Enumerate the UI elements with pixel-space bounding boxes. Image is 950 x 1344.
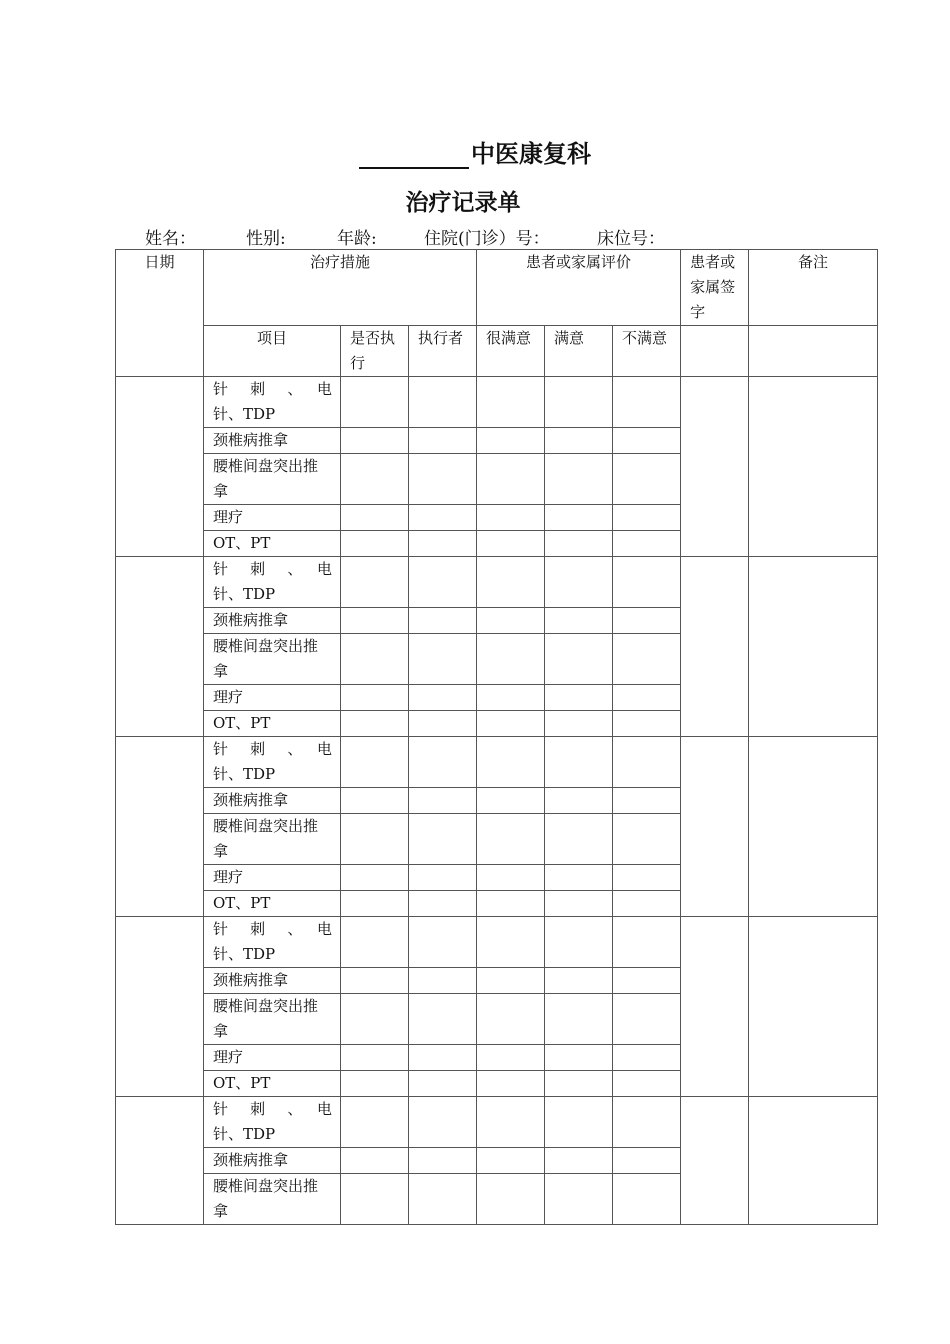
treatment-item: 颈椎病推拿 <box>204 1148 341 1174</box>
header-evaluation: 患者或家属评价 <box>477 250 681 326</box>
executed-cell[interactable] <box>341 377 409 428</box>
treatment-item: 颈椎病推拿 <box>204 788 341 814</box>
executor-cell[interactable] <box>409 428 477 454</box>
treatment-item-line2: 针、TDP <box>213 945 276 963</box>
unsatisfied-cell[interactable] <box>613 788 681 814</box>
treatment-item-line2: 针、TDP <box>213 1125 276 1143</box>
executor-cell[interactable] <box>409 1097 477 1148</box>
patient-info-line <box>145 224 665 249</box>
executor-cell[interactable] <box>409 917 477 968</box>
unsatisfied-cell[interactable] <box>613 1045 681 1071</box>
satisfied-cell[interactable] <box>545 891 613 917</box>
very-satisfied-cell[interactable] <box>477 634 545 685</box>
table-row <box>116 557 878 608</box>
unsatisfied-cell[interactable] <box>613 1097 681 1148</box>
executed-cell[interactable] <box>341 891 409 917</box>
table-row <box>116 377 878 428</box>
treatment-item: 理疗 <box>204 685 341 711</box>
executor-cell[interactable] <box>409 1174 477 1225</box>
very-satisfied-cell[interactable] <box>477 968 545 994</box>
unsatisfied-cell[interactable] <box>613 634 681 685</box>
executed-cell[interactable] <box>341 531 409 557</box>
very-satisfied-cell[interactable] <box>477 891 545 917</box>
header-remarks: 备注 <box>749 250 878 326</box>
header-executed: 是否执行 <box>341 326 409 377</box>
satisfied-cell[interactable] <box>545 737 613 788</box>
treatment-item: OT、PT <box>204 711 341 737</box>
unsatisfied-cell[interactable] <box>613 1071 681 1097</box>
satisfied-cell[interactable] <box>545 1097 613 1148</box>
satisfied-cell[interactable] <box>545 1174 613 1225</box>
satisfied-cell[interactable] <box>545 428 613 454</box>
very-satisfied-cell[interactable] <box>477 1148 545 1174</box>
executed-cell[interactable] <box>341 1045 409 1071</box>
header-treatment: 治疗措施 <box>204 250 477 326</box>
unsatisfied-cell[interactable] <box>613 557 681 608</box>
signature-cell[interactable] <box>681 737 749 917</box>
unsatisfied-cell[interactable] <box>613 737 681 788</box>
treatment-item: 腰椎间盘突出推拿 <box>204 634 341 685</box>
very-satisfied-cell[interactable] <box>477 917 545 968</box>
treatment-item-line1: 针 刺 、 电 <box>213 380 332 398</box>
treatment-item: 理疗 <box>204 505 341 531</box>
executor-cell[interactable] <box>409 505 477 531</box>
table-row <box>116 1097 878 1148</box>
executed-cell[interactable] <box>341 428 409 454</box>
unsatisfied-cell[interactable] <box>613 917 681 968</box>
executor-cell[interactable] <box>409 454 477 505</box>
satisfied-cell[interactable] <box>545 377 613 428</box>
satisfied-cell[interactable] <box>545 557 613 608</box>
executed-cell[interactable] <box>341 685 409 711</box>
executor-cell[interactable] <box>409 737 477 788</box>
unsatisfied-cell[interactable] <box>613 814 681 865</box>
executor-cell[interactable] <box>409 377 477 428</box>
executor-cell[interactable] <box>409 968 477 994</box>
executed-cell[interactable] <box>341 788 409 814</box>
executed-cell[interactable] <box>341 634 409 685</box>
unsatisfied-cell[interactable] <box>613 505 681 531</box>
name-label: 姓名： <box>145 229 196 249</box>
satisfied-cell[interactable] <box>545 454 613 505</box>
satisfied-cell[interactable] <box>545 711 613 737</box>
treatment-item: OT、PT <box>204 891 341 917</box>
treatment-item <box>204 557 341 608</box>
executed-cell[interactable] <box>341 711 409 737</box>
treatment-item <box>204 377 341 428</box>
unsatisfied-cell[interactable] <box>613 1148 681 1174</box>
executed-cell[interactable] <box>341 865 409 891</box>
very-satisfied-cell[interactable] <box>477 814 545 865</box>
very-satisfied-cell[interactable] <box>477 788 545 814</box>
treatment-item: 颈椎病推拿 <box>204 428 341 454</box>
executor-cell[interactable] <box>409 814 477 865</box>
header-date: 日期 <box>116 250 204 377</box>
department-title-text: 中医康复科 <box>471 139 591 168</box>
satisfied-cell[interactable] <box>545 685 613 711</box>
executed-cell[interactable] <box>341 608 409 634</box>
satisfied-cell[interactable] <box>545 968 613 994</box>
satisfied-cell[interactable] <box>545 994 613 1045</box>
satisfied-cell[interactable] <box>545 865 613 891</box>
satisfied-cell[interactable] <box>545 788 613 814</box>
executed-cell[interactable] <box>341 814 409 865</box>
header-signature-blank <box>681 326 749 377</box>
very-satisfied-cell[interactable] <box>477 428 545 454</box>
satisfied-cell[interactable] <box>545 505 613 531</box>
treatment-item: OT、PT <box>204 1071 341 1097</box>
signature-cell[interactable] <box>681 377 749 557</box>
date-cell[interactable] <box>116 557 204 737</box>
executed-cell[interactable] <box>341 505 409 531</box>
satisfied-cell[interactable] <box>545 917 613 968</box>
treatment-item <box>204 917 341 968</box>
treatment-item: 颈椎病推拿 <box>204 968 341 994</box>
executed-cell[interactable] <box>341 917 409 968</box>
table-row <box>116 737 878 788</box>
treatment-item-line1: 针 刺 、 电 <box>213 740 332 758</box>
satisfied-cell[interactable] <box>545 608 613 634</box>
remarks-cell[interactable] <box>749 737 878 917</box>
treatment-item-line2: 针、TDP <box>213 585 276 603</box>
very-satisfied-cell[interactable] <box>477 377 545 428</box>
remarks-cell[interactable] <box>749 557 878 737</box>
executor-cell[interactable] <box>409 711 477 737</box>
very-satisfied-cell[interactable] <box>477 608 545 634</box>
executed-cell[interactable] <box>341 1097 409 1148</box>
treatment-item: 理疗 <box>204 1045 341 1071</box>
header-item: 项目 <box>204 326 341 377</box>
executed-cell[interactable] <box>341 968 409 994</box>
bed-number-label: 床位号： <box>597 229 665 249</box>
treatment-item-line1: 针 刺 、 电 <box>213 920 332 938</box>
signature-cell[interactable] <box>681 1097 749 1225</box>
remarks-cell[interactable] <box>749 917 878 1097</box>
unsatisfied-cell[interactable] <box>613 968 681 994</box>
satisfied-cell[interactable] <box>545 814 613 865</box>
executed-cell[interactable] <box>341 1174 409 1225</box>
very-satisfied-cell[interactable] <box>477 1045 545 1071</box>
unsatisfied-cell[interactable] <box>613 428 681 454</box>
executor-cell[interactable] <box>409 685 477 711</box>
satisfied-cell[interactable] <box>545 1045 613 1071</box>
executed-cell[interactable] <box>341 454 409 505</box>
age-label: 年龄: <box>337 229 377 249</box>
unsatisfied-cell[interactable] <box>613 531 681 557</box>
table-row <box>116 917 878 968</box>
treatment-item: 理疗 <box>204 865 341 891</box>
treatment-item-line1: 针 刺 、 电 <box>213 1100 332 1118</box>
unsatisfied-cell[interactable] <box>613 994 681 1045</box>
department-title <box>0 134 950 169</box>
satisfied-cell[interactable] <box>545 1071 613 1097</box>
treatment-item: 腰椎间盘突出推拿 <box>204 814 341 865</box>
executor-cell[interactable] <box>409 865 477 891</box>
very-satisfied-cell[interactable] <box>477 711 545 737</box>
signature-cell[interactable] <box>681 557 749 737</box>
executed-cell[interactable] <box>341 557 409 608</box>
executor-cell[interactable] <box>409 557 477 608</box>
treatment-record-table <box>115 249 878 1225</box>
department-name-blank[interactable] <box>359 141 469 169</box>
executor-cell[interactable] <box>409 1071 477 1097</box>
executor-cell[interactable] <box>409 891 477 917</box>
executed-cell[interactable] <box>341 1148 409 1174</box>
admission-number-label: 住院(门诊）号： <box>424 229 550 249</box>
treatment-item <box>204 737 341 788</box>
treatment-item: 颈椎病推拿 <box>204 608 341 634</box>
treatment-item-line2: 针、TDP <box>213 765 276 783</box>
very-satisfied-cell[interactable] <box>477 865 545 891</box>
date-cell[interactable] <box>116 737 204 917</box>
executed-cell[interactable] <box>341 994 409 1045</box>
header-executor: 执行者 <box>409 326 477 377</box>
executor-cell[interactable] <box>409 788 477 814</box>
very-satisfied-cell[interactable] <box>477 531 545 557</box>
treatment-item: 腰椎间盘突出推拿 <box>204 454 341 505</box>
very-satisfied-cell[interactable] <box>477 994 545 1045</box>
remarks-cell[interactable] <box>749 377 878 557</box>
executor-cell[interactable] <box>409 1148 477 1174</box>
treatment-item: 腰椎间盘突出推拿 <box>204 994 341 1045</box>
gender-label: 性别: <box>246 229 286 249</box>
unsatisfied-cell[interactable] <box>613 711 681 737</box>
remarks-cell[interactable] <box>749 1097 878 1225</box>
satisfied-cell[interactable] <box>545 531 613 557</box>
unsatisfied-cell[interactable] <box>613 377 681 428</box>
unsatisfied-cell[interactable] <box>613 1174 681 1225</box>
unsatisfied-cell[interactable] <box>613 608 681 634</box>
unsatisfied-cell[interactable] <box>613 865 681 891</box>
executor-cell[interactable] <box>409 1045 477 1071</box>
very-satisfied-cell[interactable] <box>477 557 545 608</box>
executor-cell[interactable] <box>409 994 477 1045</box>
header-remarks-blank <box>749 326 878 377</box>
header-signature: 患者或家属签字 <box>681 250 749 326</box>
very-satisfied-cell[interactable] <box>477 1071 545 1097</box>
header-unsatisfied: 不满意 <box>613 326 681 377</box>
unsatisfied-cell[interactable] <box>613 454 681 505</box>
unsatisfied-cell[interactable] <box>613 685 681 711</box>
treatment-item-line2: 针、TDP <box>213 405 276 423</box>
very-satisfied-cell[interactable] <box>477 505 545 531</box>
very-satisfied-cell[interactable] <box>477 454 545 505</box>
very-satisfied-cell[interactable] <box>477 685 545 711</box>
executor-cell[interactable] <box>409 531 477 557</box>
satisfied-cell[interactable] <box>545 634 613 685</box>
treatment-item: OT、PT <box>204 531 341 557</box>
executor-cell[interactable] <box>409 608 477 634</box>
unsatisfied-cell[interactable] <box>613 891 681 917</box>
executed-cell[interactable] <box>341 1071 409 1097</box>
treatment-item-line1: 针 刺 、 电 <box>213 560 332 578</box>
very-satisfied-cell[interactable] <box>477 737 545 788</box>
treatment-item <box>204 1097 341 1148</box>
date-cell[interactable] <box>116 1097 204 1225</box>
very-satisfied-cell[interactable] <box>477 1174 545 1225</box>
treatment-item: 腰椎间盘突出推拿 <box>204 1174 341 1225</box>
form-title: 治疗记录单 <box>405 189 521 216</box>
very-satisfied-cell[interactable] <box>477 1097 545 1148</box>
executed-cell[interactable] <box>341 737 409 788</box>
executor-cell[interactable] <box>409 634 477 685</box>
signature-cell[interactable] <box>681 917 749 1097</box>
header-very-satisfied: 很满意 <box>477 326 545 377</box>
date-cell[interactable] <box>116 917 204 1097</box>
satisfied-cell[interactable] <box>545 1148 613 1174</box>
date-cell[interactable] <box>116 377 204 557</box>
header-satisfied: 满意 <box>545 326 613 377</box>
